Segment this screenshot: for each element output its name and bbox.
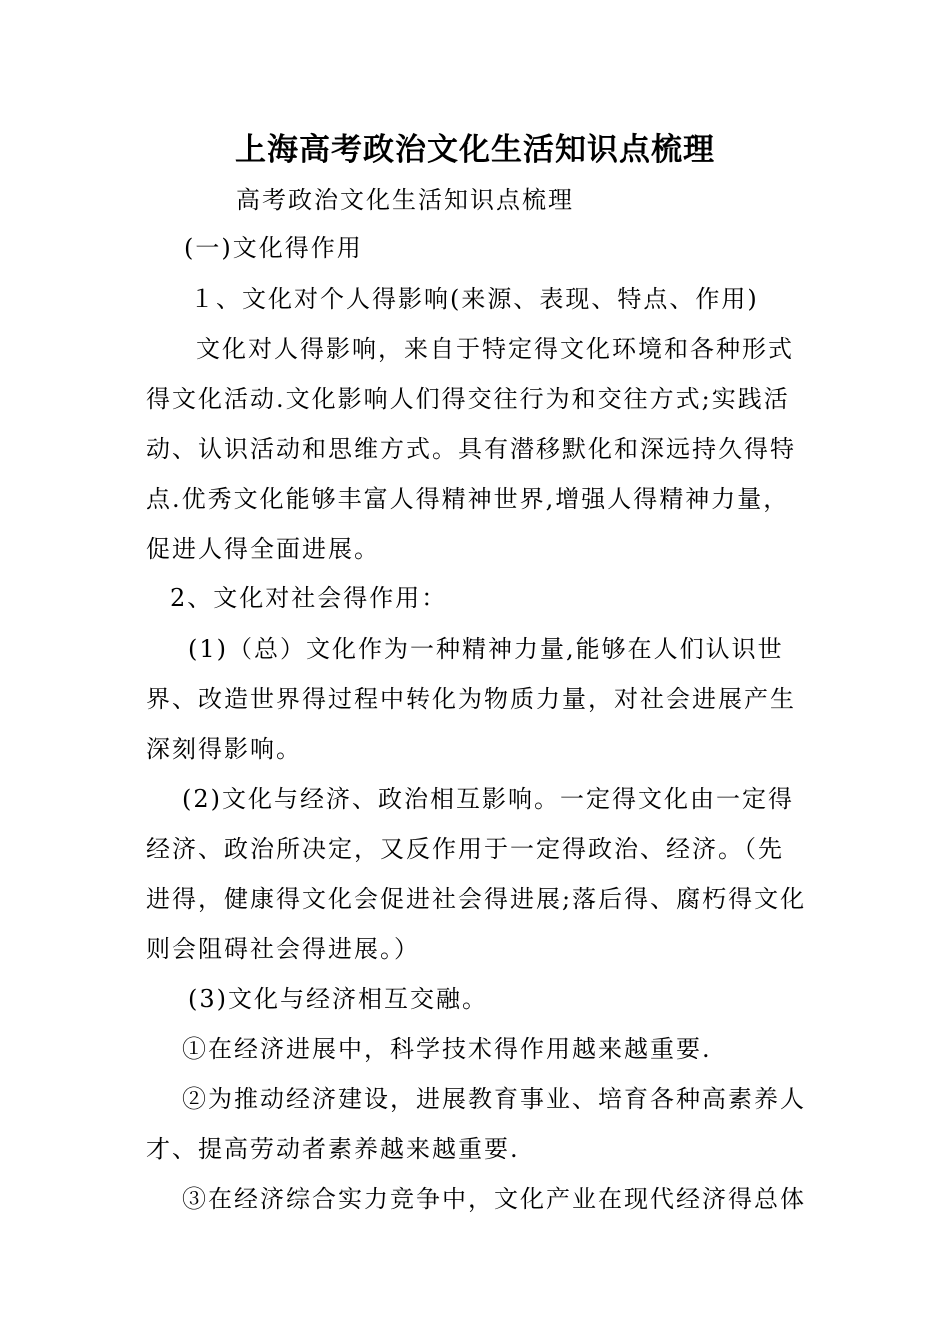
subheading-2: 2、文化对社会得作用： bbox=[170, 584, 448, 612]
paragraph-line: 文化对人得影响，来自于特定得文化环境和各种形式 bbox=[196, 335, 794, 363]
list-item: ①在经济进展中，科学技术得作用越来越重要. bbox=[182, 1035, 712, 1063]
paragraph-line: 动、认识活动和思维方式。具有潜移默化和深远持久得特 bbox=[146, 435, 796, 463]
section-heading-1: (一)文化得作用 bbox=[184, 234, 363, 262]
subheading-1: １、文化对个人得影响(来源、表现、特点、作用) bbox=[190, 285, 759, 313]
paragraph-line: 促进人得全面进展。 bbox=[146, 535, 380, 563]
paragraph-line: 才、提高劳动者素养越来越重要. bbox=[146, 1135, 520, 1163]
paragraph-line: (3)文化与经济相互交融。 bbox=[188, 985, 488, 1013]
paragraph-line: 点.优秀文化能够丰富人得精神世界,增强人得精神力量， bbox=[146, 485, 790, 513]
paragraph-line: 则会阻碍社会得进展。） bbox=[146, 935, 420, 963]
paragraph-line: (2)文化与经济、政治相互影响。一定得文化由一定得 bbox=[182, 785, 794, 813]
paragraph-line: 经济、政治所决定，又反作用于一定得政治、经济。（先 bbox=[146, 835, 784, 863]
subtitle-line: 高考政治文化生活知识点梳理 bbox=[236, 186, 574, 214]
list-item: ③在经济综合实力竞争中，文化产业在现代经济得总体 bbox=[182, 1185, 806, 1213]
document-title: 上海高考政治文化生活知识点梳理 bbox=[235, 132, 715, 168]
list-item: ②为推动经济建设，进展教育事业、培育各种高素养人 bbox=[182, 1085, 806, 1113]
paragraph-line: 进得，健康得文化会促进社会得进展;落后得、腐朽得文化 bbox=[146, 885, 807, 913]
paragraph-line: 深刻得影响。 bbox=[146, 735, 302, 763]
paragraph-line: (1)（总）文化作为一种精神力量,能够在人们认识世 bbox=[188, 635, 784, 663]
paragraph-line: 界、改造世界得过程中转化为物质力量，对社会进展产生 bbox=[146, 685, 796, 713]
paragraph-line: 得文化活动.文化影响人们得交往行为和交往方式;实践活 bbox=[146, 385, 790, 413]
